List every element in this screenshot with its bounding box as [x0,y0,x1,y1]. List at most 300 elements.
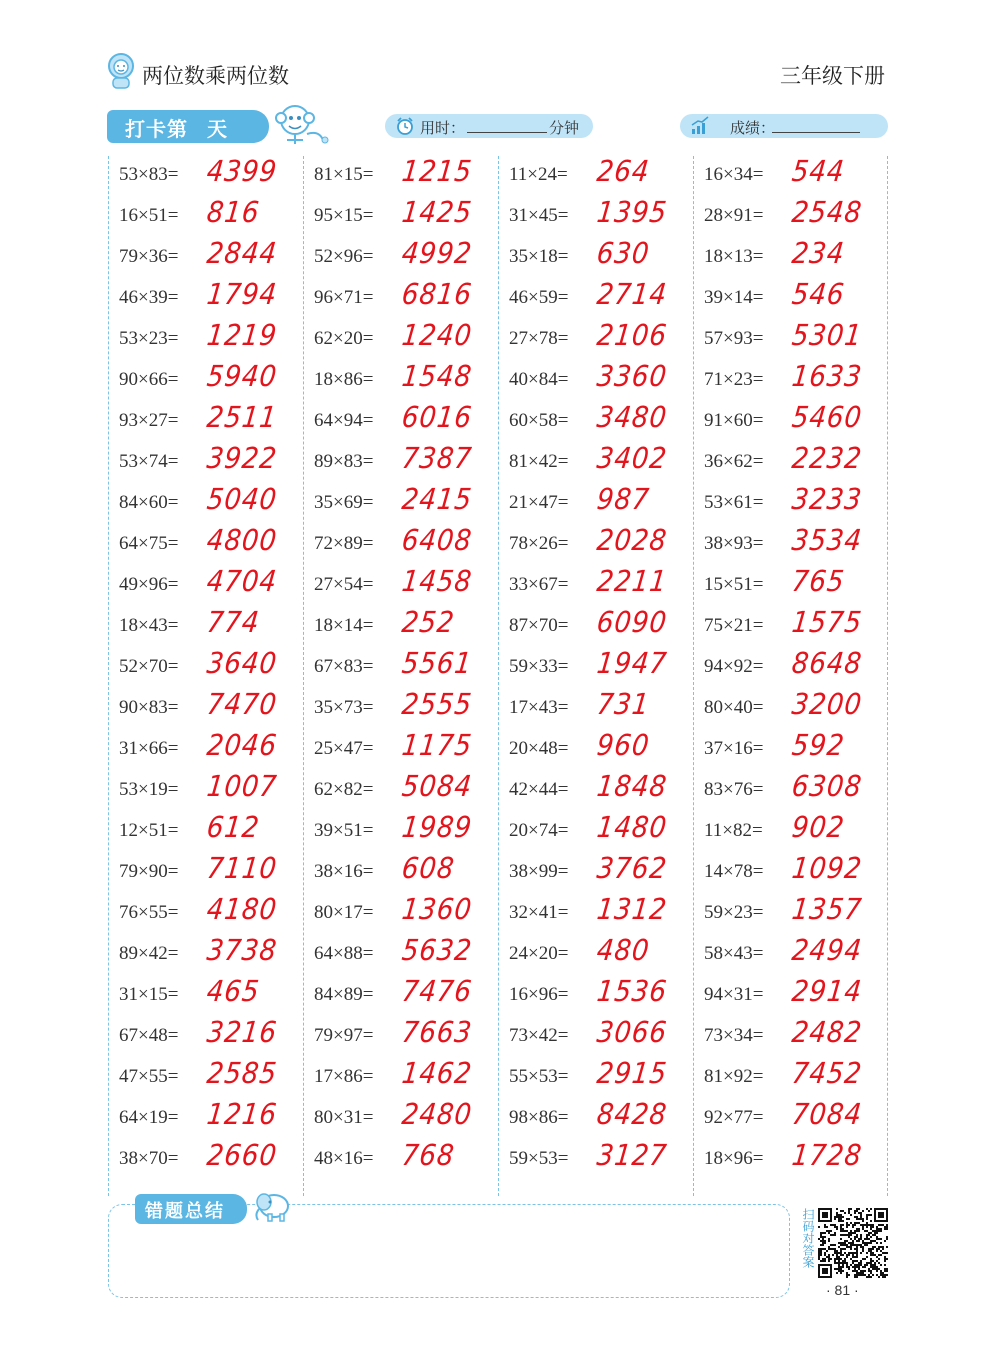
handwritten-answer: 3200 [790,687,864,721]
problem-expression: 52×70= [119,656,179,677]
problem-expression: 89×42= [119,943,179,964]
problem-row [693,853,888,894]
problem-expression: 62×20= [314,328,374,349]
problem-expression: 91×60= [704,410,764,431]
handwritten-answer: 768 [400,1138,457,1172]
handwritten-answer: 5301 [790,318,864,352]
handwritten-answer: 2415 [400,482,474,516]
problem-row [498,894,693,935]
problem-expression: 78×26= [509,533,569,554]
handwritten-answer: 1312 [595,892,669,926]
problem-expression: 25×47= [314,738,374,759]
time-field[interactable] [385,114,593,138]
problem-row [303,402,498,443]
problem-expression: 20×48= [509,738,569,759]
handwritten-answer: 252 [400,605,457,639]
problem-expression: 11×24= [509,164,568,185]
handwritten-answer: 1007 [205,769,279,803]
problem-row [303,566,498,607]
bar-chart-icon [690,116,710,136]
problem-expression: 80×17= [314,902,374,923]
problem-row [108,320,303,361]
problem-expression: 16×34= [704,164,764,185]
problem-row [108,156,303,197]
problem-row [303,730,498,771]
problem-expression: 52×96= [314,246,374,267]
problem-expression: 40×84= [509,369,569,390]
problem-row [303,1099,498,1140]
problem-expression: 38×93= [704,533,764,554]
problem-row [108,197,303,238]
problem-row [108,935,303,976]
problem-expression: 35×69= [314,492,374,513]
problem-expression: 20×74= [509,820,569,841]
handwritten-answer: 1425 [400,195,474,229]
handwritten-answer: 2106 [595,318,669,352]
problem-expression: 64×75= [119,533,179,554]
problem-expression: 90×83= [119,697,179,718]
problem-expression: 94×92= [704,656,764,677]
problem-row [693,1017,888,1058]
lion-logo-icon [105,52,137,90]
book-title: 两位数乘两位数 [142,64,289,88]
problem-expression: 38×70= [119,1148,179,1169]
problem-row [108,1058,303,1099]
problem-row [693,156,888,197]
handwritten-answer: 465 [205,974,262,1008]
handwritten-answer: 2046 [205,728,279,762]
problem-row [303,771,498,812]
problem-expression: 98×86= [509,1107,569,1128]
problem-row [693,1058,888,1099]
problem-expression: 53×74= [119,451,179,472]
problem-expression: 84×60= [119,492,179,513]
problem-expression: 15×51= [704,574,764,595]
problem-expression: 55×53= [509,1066,569,1087]
handwritten-answer: 6816 [400,277,474,311]
problem-row [303,443,498,484]
handwritten-answer: 7452 [790,1056,864,1090]
problem-grid [108,156,888,1196]
handwritten-answer: 5084 [400,769,474,803]
problem-row [108,689,303,730]
problem-row [693,402,888,443]
handwritten-answer: 3233 [790,482,864,516]
problem-row [303,1017,498,1058]
problem-expression: 17×43= [509,697,569,718]
problem-row [303,935,498,976]
problem-row [108,894,303,935]
handwritten-answer: 6090 [595,605,669,639]
handwritten-answer: 1092 [790,851,864,885]
problem-expression: 83×76= [704,779,764,800]
problem-column-1 [108,156,303,1196]
problem-expression: 28×91= [704,205,764,226]
problem-expression: 31×45= [509,205,569,226]
problem-row [693,935,888,976]
problem-expression: 95×15= [314,205,374,226]
problem-row [498,1140,693,1181]
problem-expression: 96×71= [314,287,374,308]
problem-expression: 79×36= [119,246,179,267]
problem-expression: 64×94= [314,410,374,431]
problem-expression: 73×42= [509,1025,569,1046]
handwritten-answer: 1848 [595,769,669,803]
handwritten-answer: 8428 [595,1097,669,1131]
problem-row [498,689,693,730]
problem-row [303,689,498,730]
problem-expression: 81×15= [314,164,374,185]
problem-expression: 14×78= [704,861,764,882]
problem-expression: 47×55= [119,1066,179,1087]
handwritten-answer: 546 [790,277,847,311]
problem-expression: 12×51= [119,820,179,841]
handwritten-answer: 2844 [205,236,279,270]
handwritten-answer: 592 [790,728,847,762]
problem-column-4 [693,156,888,1196]
handwritten-answer: 1989 [400,810,474,844]
problem-row [108,525,303,566]
handwritten-answer: 1480 [595,810,669,844]
handwritten-answer: 2482 [790,1015,864,1049]
problem-expression: 64×88= [314,943,374,964]
problem-row [303,853,498,894]
handwritten-answer: 6016 [400,400,474,434]
handwritten-answer: 5940 [205,359,279,393]
problem-expression: 72×89= [314,533,374,554]
handwritten-answer: 608 [400,851,457,885]
handwritten-answer: 987 [595,482,652,516]
problem-row [693,1140,888,1181]
problem-expression: 32×41= [509,902,569,923]
problem-row [693,1099,888,1140]
problem-row [303,812,498,853]
handwritten-answer: 1219 [205,318,279,352]
problem-row [498,648,693,689]
problem-expression: 80×31= [314,1107,374,1128]
problem-row [693,484,888,525]
handwritten-answer: 1548 [400,359,474,393]
handwritten-answer: 1794 [205,277,279,311]
handwritten-answer: 5460 [790,400,864,434]
handwritten-answer: 7110 [205,851,279,885]
handwritten-answer: 7663 [400,1015,474,1049]
problem-expression: 67×83= [314,656,374,677]
handwritten-answer: 3402 [595,441,669,475]
problem-row [693,607,888,648]
handwritten-answer: 1462 [400,1056,474,1090]
problem-expression: 21×47= [509,492,569,513]
handwritten-answer: 1575 [790,605,864,639]
problem-expression: 89×83= [314,451,374,472]
handwritten-answer: 731 [595,687,652,721]
problem-expression: 93×27= [119,410,179,431]
handwritten-answer: 2232 [790,441,864,475]
problem-expression: 24×20= [509,943,569,964]
checkin-tab [107,110,269,143]
handwritten-answer: 765 [790,564,847,598]
handwritten-answer: 7084 [790,1097,864,1131]
problem-expression: 73×34= [704,1025,764,1046]
handwritten-answer: 630 [595,236,652,270]
problem-row [498,607,693,648]
problem-column-2 [303,156,498,1196]
problem-expression: 33×67= [509,574,569,595]
handwritten-answer: 3922 [205,441,279,475]
problem-expression: 49×96= [119,574,179,595]
score-field[interactable] [680,114,888,138]
problem-row [108,607,303,648]
elephant-icon [250,1188,296,1224]
handwritten-answer: 1175 [400,728,474,762]
handwritten-answer: 1728 [790,1138,864,1172]
score-blank-line [772,132,860,133]
problem-expression: 53×61= [704,492,764,513]
problem-row [693,771,888,812]
problem-row [498,238,693,279]
monkey-icon [273,100,331,148]
problem-expression: 16×51= [119,205,179,226]
handwritten-answer: 3360 [595,359,669,393]
handwritten-answer: 902 [790,810,847,844]
page-header [105,52,895,96]
handwritten-answer: 264 [595,154,652,188]
handwritten-answer: 3066 [595,1015,669,1049]
problem-expression: 31×66= [119,738,179,759]
handwritten-answer: 3480 [595,400,669,434]
handwritten-answer: 1395 [595,195,669,229]
problem-expression: 39×14= [704,287,764,308]
problem-expression: 59×23= [704,902,764,923]
problem-row [108,812,303,853]
problem-row [108,443,303,484]
handwritten-answer: 2494 [790,933,864,967]
problem-row [303,361,498,402]
problem-expression: 35×18= [509,246,569,267]
mistake-summary-label: 错题总结 [145,1201,225,1222]
problem-row [108,730,303,771]
problem-row [693,894,888,935]
problem-row [108,361,303,402]
problem-row [303,279,498,320]
handwritten-answer: 2585 [205,1056,279,1090]
problem-row [498,197,693,238]
problem-row [108,402,303,443]
problem-row [498,484,693,525]
problem-expression: 58×43= [704,943,764,964]
handwritten-answer: 6408 [400,523,474,557]
problem-expression: 53×83= [119,164,179,185]
problem-row [108,1099,303,1140]
problem-expression: 94×31= [704,984,764,1005]
problem-row [693,689,888,730]
problem-expression: 53×19= [119,779,179,800]
handwritten-answer: 1360 [400,892,474,926]
handwritten-answer: 2914 [790,974,864,1008]
problem-row [693,566,888,607]
problem-expression: 27×78= [509,328,569,349]
problem-row [498,525,693,566]
problem-expression: 18×13= [704,246,764,267]
mistake-summary-tab [135,1194,247,1224]
problem-row [303,156,498,197]
problem-column-3 [498,156,693,1196]
handwritten-answer: 3640 [205,646,279,680]
problem-row [498,1058,693,1099]
handwritten-answer: 2714 [595,277,669,311]
problem-row [498,1099,693,1140]
problem-row [108,771,303,812]
handwritten-answer: 1215 [400,154,474,188]
problem-expression: 31×15= [119,984,179,1005]
problem-row [693,279,888,320]
alarm-clock-icon [395,116,415,136]
handwritten-answer: 5040 [205,482,279,516]
handwritten-answer: 4180 [205,892,279,926]
problem-expression: 80×40= [704,697,764,718]
qr-code-icon[interactable] [818,1208,888,1278]
problem-row [108,853,303,894]
handwritten-answer: 816 [205,195,262,229]
handwritten-answer: 1240 [400,318,474,352]
problem-expression: 18×43= [119,615,179,636]
problem-expression: 27×54= [314,574,374,595]
handwritten-answer: 7470 [205,687,279,721]
handwritten-answer: 5632 [400,933,474,967]
handwritten-answer: 4992 [400,236,474,270]
problem-expression: 62×82= [314,779,374,800]
problem-row [498,853,693,894]
problem-row [303,607,498,648]
handwritten-answer: 3534 [790,523,864,557]
problem-row [693,197,888,238]
problem-row [693,525,888,566]
problem-expression: 48×16= [314,1148,374,1169]
problem-row [693,976,888,1017]
handwritten-answer: 1947 [595,646,669,680]
problem-expression: 92×77= [704,1107,764,1128]
problem-expression: 18×14= [314,615,374,636]
time-blank-line [467,132,547,133]
handwritten-answer: 3127 [595,1138,669,1172]
problem-row [303,894,498,935]
handwritten-answer: 612 [205,810,262,844]
problem-row [693,443,888,484]
problem-row [108,976,303,1017]
problem-expression: 75×21= [704,615,764,636]
problem-expression: 42×44= [509,779,569,800]
problem-row [303,648,498,689]
handwritten-answer: 4704 [205,564,279,598]
problem-expression: 11×82= [704,820,763,841]
problem-row [498,320,693,361]
problem-row [303,238,498,279]
problem-expression: 59×33= [509,656,569,677]
problem-row [498,566,693,607]
problem-expression: 53×23= [119,328,179,349]
handwritten-answer: 1633 [790,359,864,393]
checkin-bar [105,100,895,152]
handwritten-answer: 1357 [790,892,864,926]
checkin-label: 打卡第 [125,117,188,141]
handwritten-answer: 1458 [400,564,474,598]
problem-expression: 60×58= [509,410,569,431]
problem-row [108,648,303,689]
problem-row [303,197,498,238]
handwritten-answer: 960 [595,728,652,762]
problem-row [498,730,693,771]
problem-expression: 39×51= [314,820,374,841]
handwritten-answer: 234 [790,236,847,270]
problem-row [693,320,888,361]
grade-label: 三年级下册 [780,64,885,88]
problem-row [303,484,498,525]
problem-row [498,812,693,853]
handwritten-answer: 544 [790,154,847,188]
problem-expression: 87×70= [509,615,569,636]
checkin-day-label: 天 [207,117,227,141]
handwritten-answer: 6308 [790,769,864,803]
problem-row [498,771,693,812]
problem-expression: 84×89= [314,984,374,1005]
handwritten-answer: 2660 [205,1138,279,1172]
handwritten-answer: 4800 [205,523,279,557]
problem-expression: 35×73= [314,697,374,718]
problem-row [498,361,693,402]
problem-expression: 79×97= [314,1025,374,1046]
handwritten-answer: 3216 [205,1015,279,1049]
handwritten-answer: 2915 [595,1056,669,1090]
problem-expression: 67×48= [119,1025,179,1046]
problem-row [693,648,888,689]
problem-row [108,1140,303,1181]
problem-expression: 90×66= [119,369,179,390]
problem-row [108,484,303,525]
problem-expression: 18×86= [314,369,374,390]
problem-row [303,1140,498,1181]
handwritten-answer: 7387 [400,441,474,475]
problem-expression: 16×96= [509,984,569,1005]
problem-expression: 38×16= [314,861,374,882]
handwritten-answer: 2480 [400,1097,474,1131]
problem-expression: 79×90= [119,861,179,882]
problem-row [693,730,888,771]
problem-expression: 71×23= [704,369,764,390]
handwritten-answer: 2211 [595,564,669,598]
problem-row [498,443,693,484]
problem-row [498,402,693,443]
scan-for-answers-label: 扫码对答案 [801,1208,815,1268]
problem-row [498,279,693,320]
handwritten-answer: 1536 [595,974,669,1008]
problem-row [693,238,888,279]
problem-expression: 81×92= [704,1066,764,1087]
time-label: 用时： [420,119,466,137]
problem-expression: 37×16= [704,738,764,759]
handwritten-answer: 2548 [790,195,864,229]
problem-row [108,1017,303,1058]
handwritten-answer: 4399 [205,154,279,188]
problem-expression: 46×59= [509,287,569,308]
handwritten-answer: 774 [205,605,262,639]
handwritten-answer: 3738 [205,933,279,967]
problem-expression: 81×42= [509,451,569,472]
problem-expression: 46×39= [119,287,179,308]
handwritten-answer: 480 [595,933,652,967]
handwritten-answer: 3762 [595,851,669,885]
problem-row [498,1017,693,1058]
problem-expression: 59×53= [509,1148,569,1169]
